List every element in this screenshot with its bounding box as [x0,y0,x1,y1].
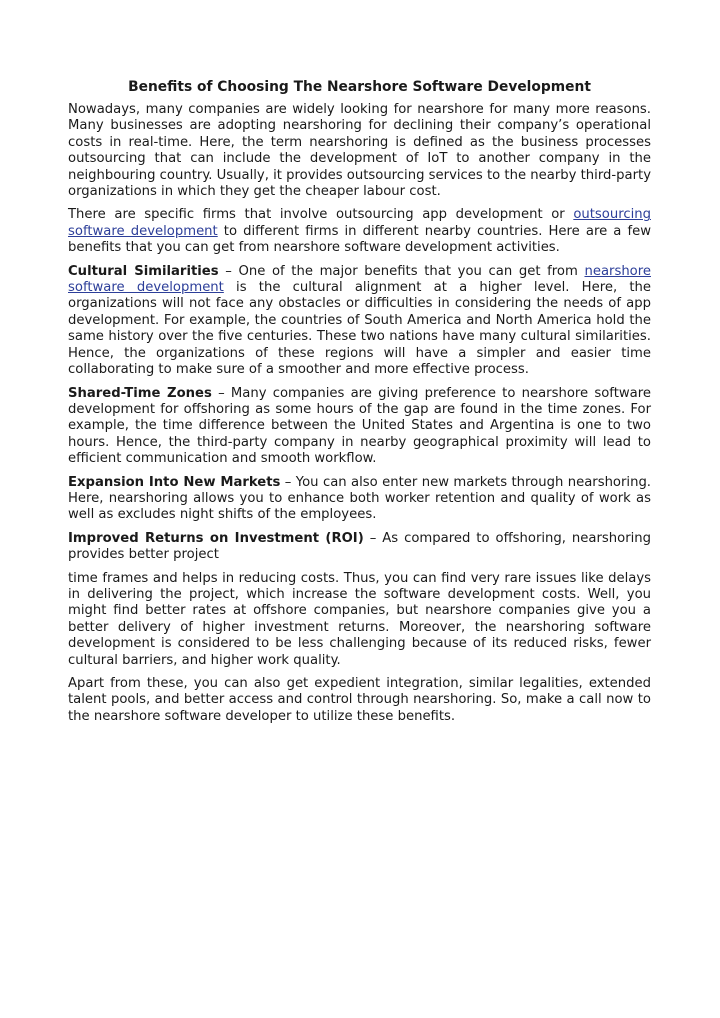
intro-paragraph [68,102,651,200]
cultural-text-after: is the cultural alignment at a higher level. Here, the organizations will not face any obstacles or difficulties in considering the needs of app development. For example, the countries of South America and North America hold the same history over the five centuries. These two nations have many cultural similarities. Hence, the organizations of these regions will have a simpler and easier time collaborating to make sure of a smoother and more effective process. [68,280,651,378]
conclusion-text: Apart from these, you can also get expedient integration, similar legalities, extended talent pools, and better access and control through nearshoring. So, make a call now to the nearshore software developer to utilize these benefits. [68,676,651,724]
conclusion-paragraph [68,676,651,725]
nearshore-software-development-link[interactable]: nearshore software development [68,263,651,296]
shared-time-zones-heading: Shared-Time Zones [68,385,212,401]
shared-time-zones-text: – Many companies are giving preference to nearshore software development for offshoring as some hours of the gap are found in the time zones. For example, the time difference between the United States and Argentina is one to two hours. Hence, the third-party company in nearby geographical proximity will lead to efficient communication and smooth workflow. [68,385,651,467]
outsourcing-software-development-link[interactable]: outsourcing software development [68,207,651,239]
page-title: Benefits of Choosing The Nearshore Software Development [128,79,591,95]
firms-text-before: There are specific firms that involve outsourcing app development or [68,207,574,223]
cultural-text-before: – One of the major benefits that you can get from [218,263,585,279]
expansion-heading: Expansion Into New Markets [68,474,281,490]
intro-text: Nowadays, many companies are widely looking for nearshore for many more reasons. Many businesses are adopting nearshoring for declining their company’s operational costs in real-time. Here, the term nearshoring is defined as the business processes outsourcing that can include the development of IoT to another company in the neighbouring country. Usually, it provides outsourcing services to the nearby third-party organizations in which they get the cheaper labour cost. [68,102,651,200]
roi-paragraph [68,531,651,564]
expansion-text: – You can also enter new markets through nearshoring. Here, nearshoring allows you to enhance both worker retention and quality of work as well as excludes night shifts of the employees. [68,474,652,523]
cultural-similarities-heading: Cultural Similarities [68,263,219,279]
firms-text-after: to different firms in different nearby countries. Here are a few benefits that you can get from nearshore software development activities. [68,223,651,256]
roi-heading: Improved Returns on Investment (ROI) [68,530,364,546]
shared-time-zones-paragraph [68,386,651,468]
firms-paragraph [68,207,651,256]
cultural-similarities-paragraph [68,264,651,379]
roi-continuation-paragraph [68,571,651,669]
roi-text: – As compared to offshoring, nearshoring provides better project [68,530,652,563]
document-page [68,78,651,732]
roi-continuation-text: time frames and helps in reducing costs. Thus, you can find very rare issues like delays in delivering the project, which increase the software development costs. Well, you might find better rates at offshore companies, but nearshore companies give you a better delivery of higher investment returns. Moreover, the nearshoring software development is considered to be less challenging because of its reduced risks, fewer cultural barriers, and higher work quality. [68,570,651,668]
expansion-paragraph [68,475,651,524]
